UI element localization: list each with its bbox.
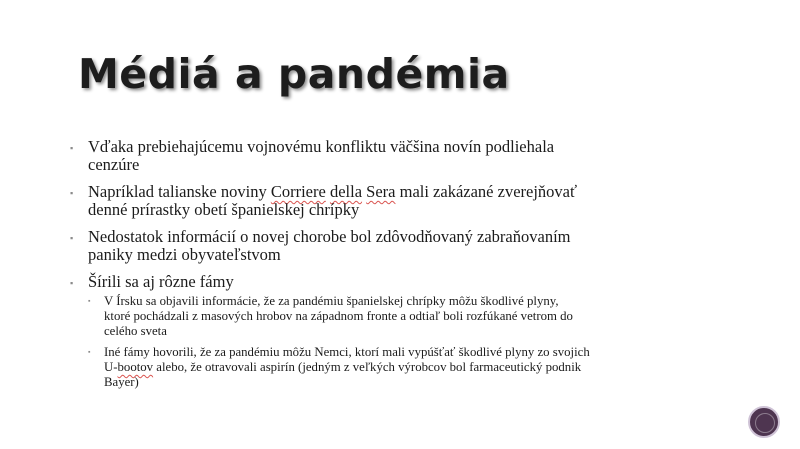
bullet-4 [70, 273, 750, 390]
sub-bullet-square-icon: ▪ [88, 297, 91, 305]
decorative-circle-inner [755, 413, 775, 433]
sub-bullet-2: ▪ Iné fámy hovorili, že za pandémiu môžu Nemci, ktorí mali vypúšťať škodlivé plyny zo svojich U-bootov alebo, že otravovali aspirín (jedným z veľkých výrobcov bol farmaceutický podnik Bayer) [88, 345, 590, 389]
bullet-square-icon: ▪ [70, 233, 74, 243]
slide-title: Médiá a pandémia [78, 50, 510, 98]
spellcheck-word: Corriere [270, 182, 326, 201]
bullet-3-text-line2: paniky medzi obyvateľstvom [88, 245, 281, 264]
bullet-square-icon: ▪ [70, 188, 74, 198]
slide-content [70, 138, 750, 399]
bullet-1-text-line2: cenzúre [88, 155, 140, 174]
bullet-2-text: Napríklad talianske noviny [88, 182, 271, 201]
sub-bullet-2-line3: Bayer) [104, 375, 139, 389]
decorative-circle-icon [748, 406, 780, 438]
sub-bullet-list [88, 294, 750, 390]
sub-bullet-2-line1: Iné fámy hovorili, že za pandémiu môžu Nemci, ktorí mali vypúšťať škodlivé plyny zo svojich [104, 345, 590, 359]
sub-bullet-1-line1: V Írsku sa objavili informácie, že za pandémiu španielskej chrípky môžu škodlivé plyny, [104, 294, 559, 308]
sub-bullet-1-line2: ktoré pochádzali z masových hrobov na západnom fronte a odtiaľ boli rozfúkané vetrom do [104, 309, 573, 323]
bullet-4-text: Šírili sa aj rôzne fámy [88, 272, 234, 291]
sub-bullet-1-line3: celého sveta [104, 324, 167, 338]
spellcheck-word: bootov [117, 360, 154, 374]
bullet-2: ▪ Napríklad talianske noviny Corriere della Sera mali zakázané zverejňovať denné prírastky obetí španielskej chrípky [70, 182, 578, 219]
spellcheck-word: della [329, 182, 363, 201]
spellcheck-word: Sera [366, 182, 396, 201]
sub-bullet-square-icon: ▪ [88, 348, 91, 356]
bullet-square-icon: ▪ [70, 278, 74, 288]
bullet-2-text-line2: denné prírastky obetí španielskej chrípky [88, 200, 360, 219]
bullet-3 [70, 228, 750, 264]
sub-bullet-1 [88, 294, 750, 339]
bullet-square-icon: ▪ [70, 143, 74, 153]
bullet-1 [70, 138, 750, 174]
bullet-3-text: Nedostatok informácií o novej chorobe bol zdôvodňovaný zabraňovaním [88, 227, 571, 246]
bullet-1-text: Vďaka prebiehajúcemu vojnovému konfliktu väčšina novín podliehala [88, 137, 555, 156]
